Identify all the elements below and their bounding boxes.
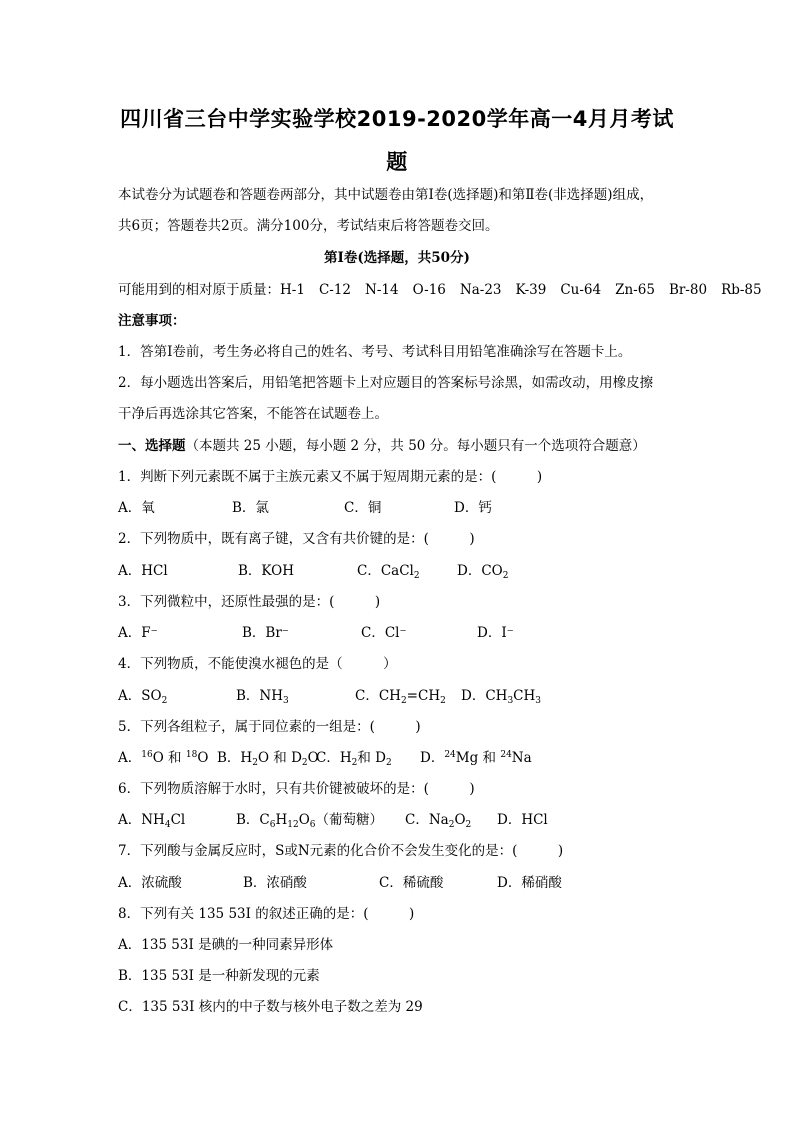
question-3-option-c: C．Cl⁻ bbox=[361, 625, 407, 641]
part-description: （本题共 25 小题，每小题 2 分，共 50 分。每小题只有一个选项符合题意） bbox=[185, 438, 646, 454]
atomic-mass-list bbox=[280, 282, 776, 298]
question-6-option-d: D．HCl bbox=[497, 812, 548, 828]
intro-line-1: 本试卷分为试题卷和答题卷两部分，其中试题卷由第Ⅰ卷(选择题)和第Ⅱ卷(非选择题)组成， bbox=[118, 187, 654, 203]
question-1-option-a: A．氧 bbox=[118, 500, 155, 516]
question-6-stem: 6．下列物质溶解于水时，只有共价键被破坏的是：( ) bbox=[118, 781, 475, 797]
question-7-option-b: B．浓硝酸 bbox=[243, 875, 307, 891]
question-2-option-d: D．$CO_2$ bbox=[457, 563, 509, 581]
question-4-stem: 4．下列物质，不能使溴水褪色的是（ ） bbox=[118, 656, 397, 672]
question-7-stem: 7．下列酸与金属反应时，S或N元素的化合价不会发生变化的是：( ) bbox=[118, 843, 564, 859]
question-7-option-d: D．稀硝酸 bbox=[497, 875, 562, 891]
atomic-mass-item: Cu-64 bbox=[560, 282, 602, 298]
question-6-option-a: A．$NH_4Cl$ bbox=[118, 812, 186, 830]
atomic-mass-item: O-16 bbox=[412, 282, 446, 298]
atomic-mass-item: N-14 bbox=[365, 282, 399, 298]
question-1-option-c: C．铜 bbox=[344, 500, 382, 516]
question-6-option-b: B．$C_6H_{12}O_6$（葡萄糖） bbox=[236, 812, 384, 830]
question-3-option-b: B．Br⁻ bbox=[242, 625, 289, 641]
question-4-option-b: B．$NH_3$ bbox=[236, 688, 289, 706]
question-5-stem: 5．下列各组粒子，属于同位素的一组是：( ) bbox=[118, 719, 421, 735]
question-3-option-a: A．F⁻ bbox=[118, 625, 158, 641]
question-5-option-c: C．$H_2$和 $D_2$ bbox=[316, 750, 392, 768]
question-4-option-a: A．$SO_2$ bbox=[118, 688, 168, 706]
question-8-stem: 8．下列有关 135 53I 的叙述正确的是：( ) bbox=[118, 906, 415, 922]
question-4-option-d: D．$CH_3CH_3$ bbox=[461, 688, 542, 706]
question-1-option-b: B．氯 bbox=[232, 500, 269, 516]
question-5-option-a: A．$^{16}$O 和 $^{18}$O bbox=[118, 750, 209, 766]
question-3-stem: 3．下列微粒中，还原性最强的是：( ) bbox=[118, 594, 381, 610]
question-1-option-d: D．钙 bbox=[454, 500, 492, 516]
question-2-option-c: C．CaCl$_2$ bbox=[357, 563, 420, 581]
part-title: 一、选择题 bbox=[118, 438, 186, 454]
note-item-2-continued: 干净后再选涂其它答案，不能答在试题卷上。 bbox=[118, 406, 388, 422]
part-heading bbox=[118, 437, 646, 455]
question-5-option-d: D．$^{24}$Mg 和 $^{24}$Na bbox=[420, 750, 532, 766]
question-3-option-d: D．I⁻ bbox=[477, 625, 514, 641]
question-8-option-c: C．135 53I 核内的中子数与核外电子数之差为 29 bbox=[118, 999, 423, 1015]
question-2-option-b: B．KOH bbox=[238, 563, 294, 579]
atomic-mass-item: Rb-85 bbox=[721, 282, 762, 298]
atomic-mass-item: Zn-65 bbox=[615, 282, 655, 298]
question-2-stem: 2．下列物质中，既有离子键，又含有共价键的是：( ) bbox=[118, 531, 475, 547]
exam-title-continued: 题 bbox=[386, 150, 408, 174]
question-8-option-b: B．135 53I 是一种新发现的元素 bbox=[118, 968, 320, 984]
atomic-mass-item: Na-23 bbox=[459, 282, 502, 298]
question-1-stem: 1．判断下列元素既不属于主族元素又不属于短周期元素的是：( ) bbox=[118, 469, 543, 485]
intro-line-2: 共6页；答题卷共2页。满分100分，考试结束后将答题卷交回。 bbox=[118, 218, 499, 234]
atomic-mass-item: Br-80 bbox=[668, 282, 708, 298]
section-heading: 第Ⅰ卷(选择题，共50分) bbox=[324, 250, 470, 266]
question-5-option-b: B．$H_2O$ 和 $D_2O$ bbox=[217, 750, 319, 768]
atomic-mass-item: K-39 bbox=[515, 282, 547, 298]
question-2-option-a: A．HCl bbox=[118, 563, 168, 579]
exam-title: 四川省三台中学实验学校2019-2020学年高一4月月考试 bbox=[120, 107, 674, 131]
atomic-mass-line bbox=[118, 281, 776, 299]
atomic-mass-label: 可能用到的相对原于质量： bbox=[118, 282, 280, 298]
question-7-option-c: C．稀硫酸 bbox=[379, 875, 444, 891]
question-6-option-c: C．$Na_2O_2$ bbox=[405, 812, 472, 830]
question-4-option-c: C．$CH_2=CH_2$ bbox=[355, 688, 446, 706]
note-item-2: 2．每小题选出答案后，用铅笔把答题卡上对应题目的答案标号涂黑，如需改动，用橡皮擦 bbox=[118, 375, 654, 391]
atomic-mass-item: H-1 bbox=[280, 282, 305, 298]
notes-heading: 注意事项： bbox=[118, 313, 186, 329]
question-7-option-a: A．浓硫酸 bbox=[118, 875, 182, 891]
question-8-option-a: A．135 53I 是碘的一种同素异形体 bbox=[118, 937, 334, 953]
atomic-mass-item: C-12 bbox=[318, 282, 352, 298]
note-item-1: 1．答第Ⅰ卷前，考生务必将自己的姓名、考号、考试科目用铅笔准确涂写在答题卡上。 bbox=[118, 344, 632, 360]
